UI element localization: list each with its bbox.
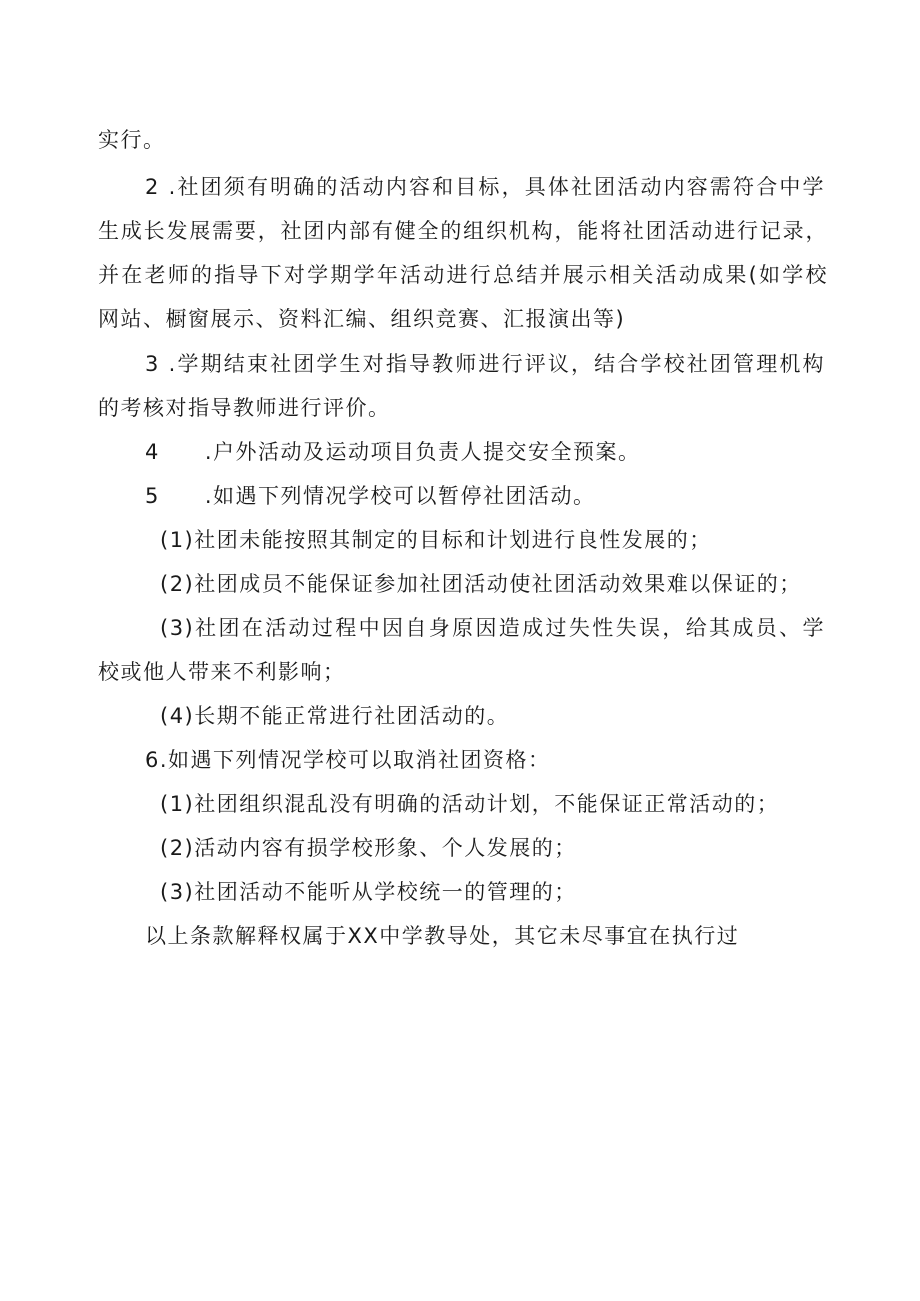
- text-line-7: 的考核对指导教师进行评价。: [98, 396, 391, 420]
- text-line-2: 2 .社团须有明确的活动内容和目标，具体社团活动内容需符合中学: [145, 175, 825, 199]
- text-line-3: 生成长发展需要，社团内部有健全的组织机构，能将社团活动进行记录，: [98, 219, 828, 243]
- text-line-11: (2)社团成员不能保证参加社团活动使社团活动效果难以保证的；: [160, 572, 802, 596]
- text-line-4: 并在老师的指导下对学期学年活动进行总结并展示相关活动成果(如学校: [98, 263, 828, 287]
- text-line-13: 校或他人带来不利影响；: [98, 660, 346, 684]
- text-line-5: 网站、橱窗展示、资料汇编、组织竞赛、汇报演出等): [98, 307, 626, 331]
- text-line-18: (3)社团活动不能听从学校统一的管理的；: [160, 880, 577, 904]
- text-line-19: 以上条款解释权属于XX中学教导处，其它未尽事宜在执行过: [145, 924, 740, 948]
- text-line-9: 5 .如遇下列情况学校可以暂停社团活动。: [145, 484, 596, 508]
- text-line-14: (4)长期不能正常进行社团活动的。: [160, 704, 510, 728]
- text-line-15: 6.如遇下列情况学校可以取消社团资格：: [145, 748, 551, 772]
- text-line-10: (1)社团未能按照其制定的目标和计划进行良性发展的；: [160, 528, 712, 552]
- text-line-8: 4 .户外活动及运动项目负责人提交安全预案。: [145, 440, 641, 464]
- text-line-6: 3 .学期结束社团学生对指导教师进行评议，结合学校社团管理机构: [145, 352, 825, 376]
- text-line-17: (2)活动内容有损学校形象、个人发展的；: [160, 836, 577, 860]
- text-line-1: 实行。: [98, 128, 166, 152]
- text-line-16: (1)社团组织混乱没有明确的活动计划，不能保证正常活动的；: [160, 792, 780, 816]
- text-line-12: (3)社团在活动过程中因自身原因造成过失性失误，给其成员、学: [160, 616, 825, 640]
